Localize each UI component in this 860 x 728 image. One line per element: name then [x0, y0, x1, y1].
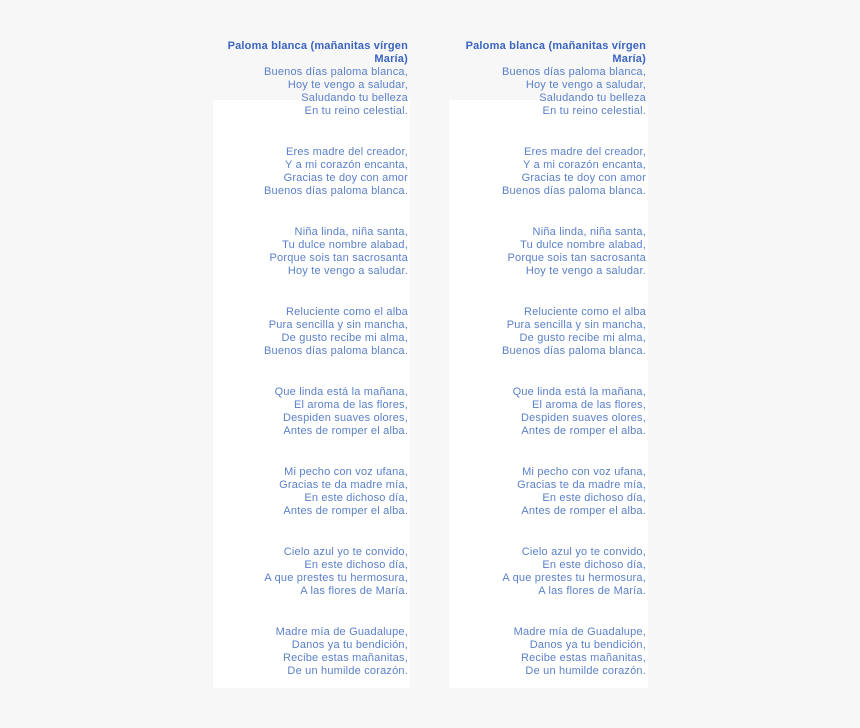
stanza [213, 226, 408, 278]
lyric-line: El aroma de las flores, [531, 399, 646, 411]
lyric-line: En este dichoso día, [304, 492, 408, 504]
song-title-line: Paloma blanca (mañanitas vírgen [465, 40, 646, 52]
lyric-line: Recibe estas mañanitas, [520, 652, 646, 664]
lyric-line: Eres madre del creador, [286, 146, 408, 158]
lyric-line: Y a mi corazón encanta, [284, 159, 408, 171]
lyrics-sheet [449, 0, 648, 678]
stanza [449, 226, 646, 278]
lyrics-sheet [213, 0, 410, 678]
lyric-line: Cielo azul yo te convido, [283, 546, 408, 558]
stanza [213, 306, 408, 358]
stanza [213, 66, 408, 118]
stanza [449, 626, 646, 678]
lyric-line: Antes de romper el alba. [283, 425, 408, 437]
lyric-line: Saludando tu belleza [539, 92, 646, 104]
lyric-line: Despiden suaves olores, [282, 412, 408, 424]
stanza [213, 146, 408, 198]
stanza [449, 546, 646, 598]
lyric-line: Hoy te vengo a saludar, [525, 79, 646, 91]
song-title [213, 40, 408, 66]
lyric-line: A que prestes tu hermosura, [264, 572, 408, 584]
lyric-line: Reluciente como el alba [285, 306, 408, 318]
song-title-line: Paloma blanca (mañanitas vírgen [227, 40, 408, 52]
stanza [213, 626, 408, 678]
lyric-line: Porque sois tan sacrosanta [507, 252, 646, 264]
stanza-list [213, 66, 408, 678]
lyric-line: Buenos días paloma blanca. [501, 345, 646, 357]
lyric-line: Buenos días paloma blanca, [501, 66, 646, 78]
lyric-line: Mi pecho con voz ufana, [522, 466, 646, 478]
lyric-line: Tu dulce nombre alabad, [520, 239, 646, 251]
lyric-line: Saludando tu belleza [301, 92, 408, 104]
stanza [213, 546, 408, 598]
lyric-line: Madre mía de Guadalupe, [275, 626, 408, 638]
lyric-line: A que prestes tu hermosura, [502, 572, 646, 584]
lyric-line: Niña linda, niña santa, [532, 226, 646, 238]
lyric-line: De un humilde corazón. [525, 665, 646, 677]
stanza [449, 146, 646, 198]
lyric-line: En este dichoso día, [542, 559, 646, 571]
lyric-line: Danos ya tu bendición, [291, 639, 408, 651]
lyric-line: Gracias te da madre mía, [517, 479, 646, 491]
lyric-line: A las flores de María. [300, 585, 408, 597]
song-title [449, 40, 646, 66]
lyric-line: Madre mía de Guadalupe, [513, 626, 646, 638]
lyric-line: En este dichoso día, [542, 492, 646, 504]
lyric-line: Buenos días paloma blanca. [263, 345, 408, 357]
lyric-line: De gusto recibe mi alma, [281, 332, 408, 344]
lyric-line: Eres madre del creador, [524, 146, 646, 158]
lyric-line: Y a mi corazón encanta, [522, 159, 646, 171]
stanza [449, 66, 646, 118]
stanza [213, 386, 408, 438]
lyric-line: Buenos días paloma blanca. [501, 185, 646, 197]
lyric-line: Gracias te doy con amor [521, 172, 646, 184]
lyric-line: En tu reino celestial. [542, 105, 646, 117]
lyric-line: Que linda está la mañana, [274, 386, 408, 398]
lyrics-column-left [213, 0, 410, 728]
lyric-line: Pura sencilla y sin mancha, [268, 319, 408, 331]
lyric-line: En este dichoso día, [304, 559, 408, 571]
lyric-line: De un humilde corazón. [287, 665, 408, 677]
lyric-line: Antes de romper el alba. [283, 505, 408, 517]
song-title-line: María) [374, 53, 408, 65]
lyric-line: Gracias te da madre mía, [279, 479, 408, 491]
lyric-line: Buenos días paloma blanca. [263, 185, 408, 197]
lyric-line: Buenos días paloma blanca, [263, 66, 408, 78]
stanza [449, 306, 646, 358]
lyric-line: Niña linda, niña santa, [294, 226, 408, 238]
lyric-line: El aroma de las flores, [293, 399, 408, 411]
lyric-line: Antes de romper el alba. [521, 505, 646, 517]
lyric-line: Recibe estas mañanitas, [282, 652, 408, 664]
stanza [449, 386, 646, 438]
lyric-line: A las flores de María. [538, 585, 646, 597]
lyric-line: Cielo azul yo te convido, [521, 546, 646, 558]
lyric-line: Reluciente como el alba [523, 306, 646, 318]
lyric-line: Tu dulce nombre alabad, [282, 239, 408, 251]
lyric-line: Hoy te vengo a saludar. [525, 265, 646, 277]
lyric-line: Porque sois tan sacrosanta [269, 252, 408, 264]
lyric-line: En tu reino celestial. [304, 105, 408, 117]
lyric-line: Que linda está la mañana, [512, 386, 646, 398]
stanza [213, 466, 408, 518]
lyric-line: Hoy te vengo a saludar, [287, 79, 408, 91]
lyric-line: Mi pecho con voz ufana, [284, 466, 408, 478]
lyric-line: Pura sencilla y sin mancha, [506, 319, 646, 331]
lyric-line: Gracias te doy con amor [283, 172, 408, 184]
stanza-list [449, 66, 646, 678]
song-title-line: María) [612, 53, 646, 65]
lyrics-column-right [449, 0, 648, 728]
stanza [449, 466, 646, 518]
lyric-line: Danos ya tu bendición, [529, 639, 646, 651]
lyric-line: Despiden suaves olores, [520, 412, 646, 424]
lyric-line: Hoy te vengo a saludar. [287, 265, 408, 277]
lyric-line: De gusto recibe mi alma, [519, 332, 646, 344]
lyric-line: Antes de romper el alba. [521, 425, 646, 437]
